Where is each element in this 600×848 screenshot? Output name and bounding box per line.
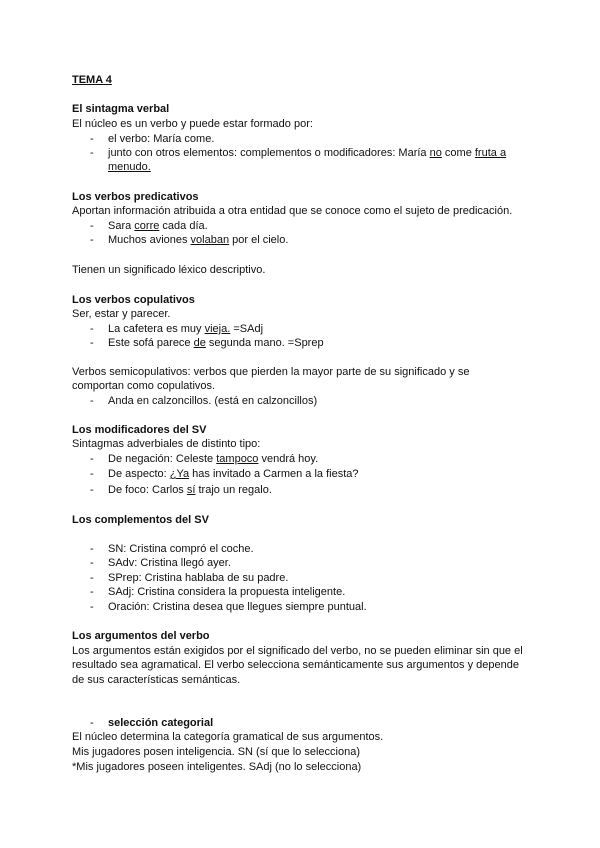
seleccion-line-1: El núcleo determina la categoría gramatical de sus argumentos.: [72, 731, 384, 743]
heading-modificadores: Los modificadores del SV: [72, 424, 207, 436]
sv-item-2-cont: menudo.: [108, 161, 151, 173]
seleccion-line-2: Mis jugadores posen inteligencia. SN (sí que lo selecciona): [72, 746, 360, 758]
bullet-dash: -: [90, 220, 94, 232]
copulativos-item-1: La cafetera es muy vieja. =SAdj: [108, 323, 264, 335]
sv-item-2: junto con otros elementos: complementos o modificadores: María no come fruta a: [108, 147, 507, 159]
copulativos-item-2: Este sofá parece de segunda mano. =Sprep: [108, 337, 324, 349]
complementos-item: SN: Cristina compró el coche.: [108, 543, 254, 555]
heading-seleccion-categorial: selección categorial: [108, 717, 214, 729]
predicativos-item-1: Sara corre cada día.: [108, 220, 208, 232]
bullet-dash: -: [90, 601, 94, 613]
heading-copulativos: Los verbos copulativos: [72, 294, 195, 306]
bullet-dash: -: [90, 147, 94, 159]
complementos-item: SPrep: Cristina hablaba de su padre.: [108, 572, 289, 584]
predicativos-note: Tienen un significado léxico descriptivo.: [72, 264, 266, 276]
argumentos-para-line-3: de sus características semánticas.: [72, 674, 241, 686]
heading-sintagma-verbal: El sintagma verbal: [72, 103, 170, 115]
bullet-dash: -: [90, 586, 94, 598]
bullet-dash: -: [90, 717, 94, 729]
heading-complementos: Los complementos del SV: [72, 514, 209, 526]
copulativos-intro: Ser, estar y parecer.: [72, 308, 171, 320]
modificadores-intro: Sintagmas adverbiales de distinto tipo:: [72, 438, 261, 450]
semicopulativos-line-2: comportan como copulativos.: [72, 380, 216, 392]
bullet-dash: -: [90, 395, 94, 407]
semicopulativos-line-1: Verbos semicopulativos: verbos que pierden la mayor parte de su significado y se: [72, 366, 470, 378]
modificadores-item-2: De aspecto: ¿Ya has invitado a Carmen a la fiesta?: [108, 468, 359, 480]
bullet-dash: -: [90, 557, 94, 569]
argumentos-para-line-1: Los argumentos están exigidos por el significado del verbo, no se pueden eliminar sin que el: [72, 645, 523, 657]
sv-intro: El núcleo es un verbo y puede estar formado por:: [72, 118, 313, 130]
bullet-dash: -: [90, 484, 94, 496]
bullet-dash: -: [90, 543, 94, 555]
heading-argumentos: Los argumentos del verbo: [72, 630, 210, 642]
modificadores-item-1: De negación: Celeste tampoco vendrá hoy.: [108, 453, 319, 465]
complementos-item: Oración: Cristina desea que llegues siempre puntual.: [108, 601, 367, 613]
bullet-dash: -: [90, 453, 94, 465]
doc-title: TEMA 4: [72, 74, 112, 86]
modificadores-item-3: De foco: Carlos sí trajo un regalo.: [108, 484, 272, 496]
predicativos-item-2: Muchos aviones volaban por el cielo.: [108, 234, 289, 246]
complementos-item: SAdj: Cristina considera la propuesta inteligente.: [108, 586, 346, 598]
argumentos-para-line-2: resultado sea agramatical. El verbo selecciona semánticamente sus argumentos y depende: [72, 659, 519, 671]
semicopulativos-item: Anda en calzoncillos. (está en calzoncillos): [108, 395, 318, 407]
bullet-dash: -: [90, 133, 94, 145]
bullet-dash: -: [90, 234, 94, 246]
bullet-dash: -: [90, 468, 94, 480]
complementos-item: SAdv: Cristina llegó ayer.: [108, 557, 231, 569]
seleccion-line-3: *Mis jugadores poseen inteligentes. SAdj (no lo selecciona): [72, 761, 362, 773]
sv-item-1: el verbo: María come.: [108, 133, 215, 145]
bullet-dash: -: [90, 337, 94, 349]
predicativos-intro: Aportan información atribuida a otra entidad que se conoce como el sujeto de predicación.: [72, 205, 513, 217]
bullet-dash: -: [90, 323, 94, 335]
heading-predicativos: Los verbos predicativos: [72, 191, 199, 203]
bullet-dash: -: [90, 572, 94, 584]
